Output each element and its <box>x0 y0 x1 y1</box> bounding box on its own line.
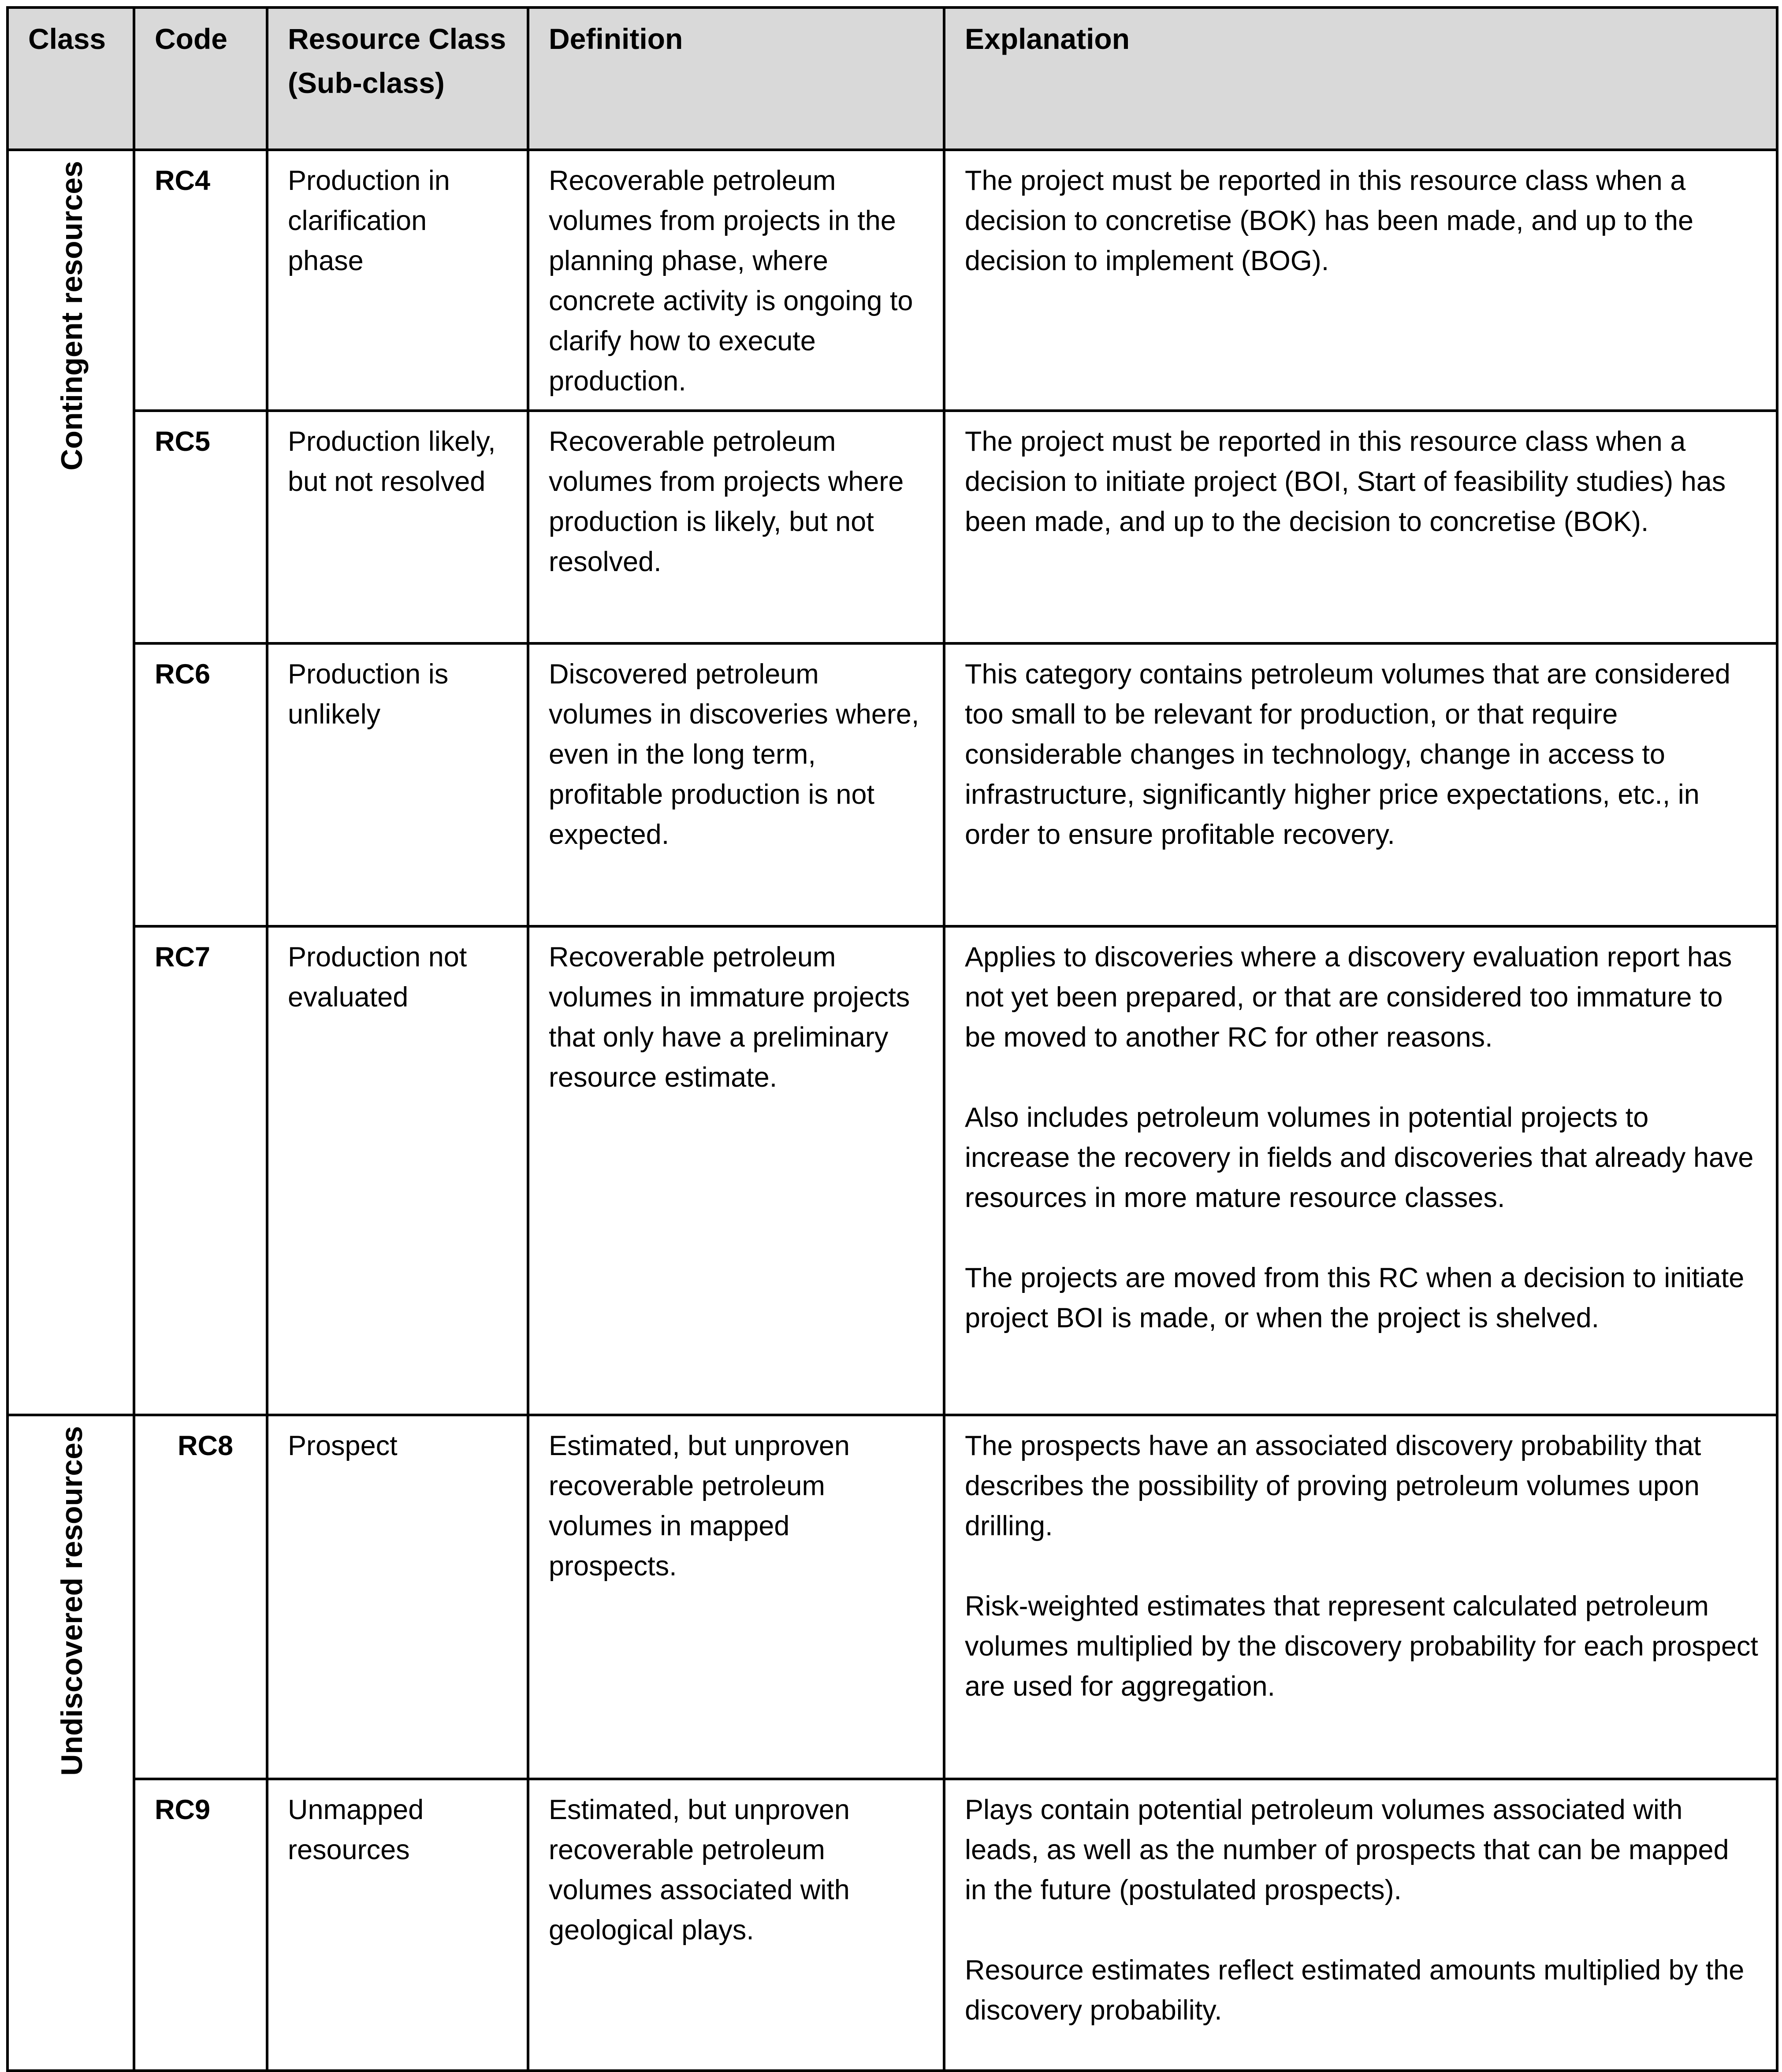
explanation-paragraph: Also includes petroleum volumes in potential projects to increase the recovery in fields and discoveries that already have resources in more mature resource classes. <box>965 1102 1754 1213</box>
code-cell: RC5 <box>134 411 267 643</box>
resource-class-text: Production in clarification phase <box>288 165 450 276</box>
definition-text: Recoverable petroleum volumes from projects in the planning phase, where concrete activity is ongoing to clarify how to execute production. <box>549 165 913 397</box>
explanation-cell <box>944 150 1777 411</box>
resource-classification-table <box>6 6 1778 2072</box>
definition-text: Estimated, but unproven recoverable petroleum volumes associated with geological plays. <box>549 1794 850 1946</box>
table-row <box>7 1779 1777 2071</box>
header-code: Code <box>134 7 267 150</box>
definition-cell <box>528 150 944 411</box>
code-cell: RC6 <box>134 643 267 926</box>
group-label: Contingent resources <box>55 161 89 471</box>
header-class: Class <box>7 7 134 150</box>
table-row <box>7 1415 1777 1779</box>
resource-class-cell <box>267 150 528 411</box>
explanation-paragraph: The prospects have an associated discovery probability that describes the possibility of proving petroleum volumes upon drilling. <box>965 1430 1701 1541</box>
table-row <box>7 926 1777 1415</box>
resource-class-cell <box>267 1415 528 1779</box>
explanation-cell <box>944 926 1777 1415</box>
resource-class-cell <box>267 1779 528 2071</box>
header-definition: Definition <box>528 7 944 150</box>
explanation-cell <box>944 411 1777 643</box>
explanation-paragraph: The project must be reported in this resource class when a decision to concretise (BOK) has been made, and up to the decision to implement (BOG). <box>965 165 1693 276</box>
definition-cell <box>528 643 944 926</box>
resource-class-text: Unmapped resources <box>288 1794 424 1865</box>
header-explanation: Explanation <box>944 7 1777 150</box>
code-cell: RC8 <box>134 1415 267 1779</box>
explanation-paragraph: Applies to discoveries where a discovery evaluation report has not yet been prepared, or that are considered too immature to be moved to another RC for other reasons. <box>965 942 1732 1053</box>
definition-text: Discovered petroleum volumes in discoveries where, even in the long term, profitable production is not expected. <box>549 659 919 850</box>
definition-cell <box>528 1415 944 1779</box>
explanation-paragraph: This category contains petroleum volumes that are considered too small to be relevant for production, or that require considerable changes in technology, change in access to infrastructure, significantly higher price expectations, etc., in order to ensure profitable recovery. <box>965 659 1730 850</box>
explanation-cell <box>944 643 1777 926</box>
table-row <box>7 411 1777 643</box>
table-row <box>7 150 1777 411</box>
code-cell: RC7 <box>134 926 267 1415</box>
resource-class-cell <box>267 411 528 643</box>
explanation-cell <box>944 1415 1777 1779</box>
group-label: Undiscovered resources <box>55 1426 89 1776</box>
definition-cell <box>528 926 944 1415</box>
explanation-paragraph: The project must be reported in this resource class when a decision to initiate project (BOI, Start of feasibility studies) has been made, and up to the decision to concretise (BOK). <box>965 426 1726 537</box>
definition-text: Recoverable petroleum volumes from projects where production is likely, but not resolved. <box>549 426 904 577</box>
table-row <box>7 643 1777 926</box>
resource-class-cell <box>267 643 528 926</box>
group-undiscovered-resources <box>7 1415 134 2071</box>
explanation-paragraph: Risk-weighted estimates that represent calculated petroleum volumes multiplied by the discovery probability for each prospect are used for aggregation. <box>965 1591 1758 1702</box>
definition-text: Recoverable petroleum volumes in immature projects that only have a preliminary resource estimate. <box>549 942 910 1093</box>
explanation-paragraph: Plays contain potential petroleum volumes associated with leads, as well as the number of prospects that can be mapped in the future (postulated prospects). <box>965 1794 1729 1905</box>
definition-cell <box>528 1779 944 2071</box>
resource-class-text: Prospect <box>288 1430 398 1461</box>
header-row <box>7 7 1777 150</box>
resource-class-text: Production is unlikely <box>288 659 449 730</box>
code-cell: RC9 <box>134 1779 267 2071</box>
definition-cell <box>528 411 944 643</box>
resource-class-cell <box>267 926 528 1415</box>
explanation-cell <box>944 1779 1777 2071</box>
explanation-paragraph: Resource estimates reflect estimated amounts multiplied by the discovery probability. <box>965 1955 1745 2026</box>
resource-class-text: Production not evaluated <box>288 942 467 1013</box>
resource-class-text: Production likely, but not resolved <box>288 426 496 497</box>
group-contingent-resources <box>7 150 134 1415</box>
code-cell: RC4 <box>134 150 267 411</box>
definition-text: Estimated, but unproven recoverable petroleum volumes in mapped prospects. <box>549 1430 850 1582</box>
header-resource-class: Resource Class (Sub-class) <box>267 7 528 150</box>
explanation-paragraph: The projects are moved from this RC when a decision to initiate project BOI is made, or when the project is shelved. <box>965 1263 1745 1333</box>
